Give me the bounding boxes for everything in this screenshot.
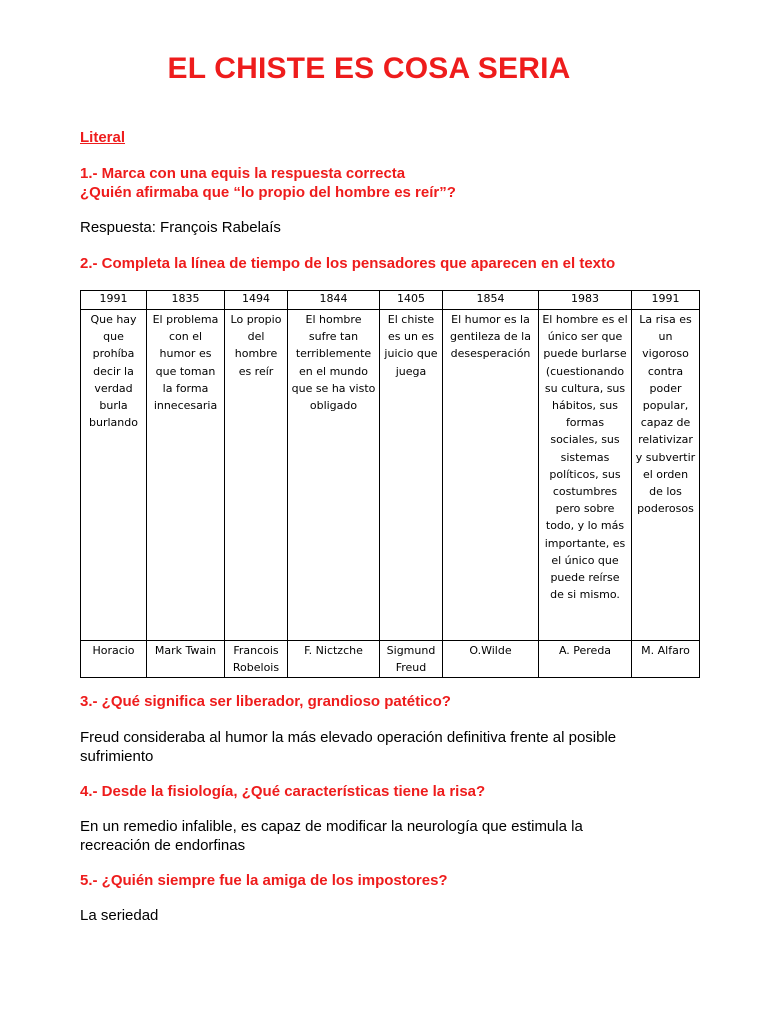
answer-4: En un remedio infalible, es capaz de modificar la neurología que estimula la recreación de endorfinas	[80, 818, 583, 854]
author-cell: Horacio	[81, 641, 147, 678]
quote-cell: El hombre es el único ser que puede burlarse (cuestionando su cultura, sus hábitos, sus formas sociales, sus sistemas políticos, sus costumbres pero sobre todo, y lo más importante, es el único que puede reírse de si mismo.	[539, 310, 632, 641]
question-5: 5.- ¿Quién siempre fue la amiga de los impostores?	[80, 872, 448, 889]
year-cell: 1991	[632, 291, 700, 310]
year-cell: 1854	[443, 291, 539, 310]
question-4: 4.- Desde la fisiología, ¿Qué características tiene la risa?	[80, 783, 486, 800]
question-1	[80, 164, 700, 202]
author-cell: Francois Robelois	[225, 641, 288, 678]
page-title: EL CHISTE ES COSA SERIA	[167, 52, 571, 85]
question-1-prompt: ¿Quién afirmaba que “lo propio del hombre es reír”?	[80, 184, 456, 201]
quote-cell: El humor es la gentileza de la desesperación	[443, 310, 539, 641]
year-cell: 1983	[539, 291, 632, 310]
section-label-literal: Literal	[80, 129, 126, 146]
question-2: 2.- Completa la línea de tiempo de los pensadores que aparecen en el texto	[80, 255, 616, 272]
answer-1: Respuesta: François Rabelaís	[80, 219, 281, 236]
quote-cell: El problema con el humor es que toman la forma innecesaria	[147, 310, 225, 641]
author-cell: A. Pereda	[539, 641, 632, 678]
author-cell: Mark Twain	[147, 641, 225, 678]
author-cell: M. Alfaro	[632, 641, 700, 678]
timeline-table	[80, 290, 700, 678]
timeline-authors-row	[81, 641, 700, 678]
quote-cell: La risa es un vigoroso contra poder popular, capaz de relativizar y subvertir el orden de los poderosos	[632, 310, 700, 641]
year-cell: 1405	[380, 291, 443, 310]
quote-cell: El hombre sufre tan terriblemente en el mundo que se ha visto obligado	[288, 310, 380, 641]
year-cell: 1991	[81, 291, 147, 310]
author-cell: Sigmund Freud	[380, 641, 443, 678]
timeline-quotes-row	[81, 310, 700, 641]
question-1-instruction: 1.- Marca con una equis la respuesta correcta	[80, 165, 406, 182]
year-cell: 1835	[147, 291, 225, 310]
quote-cell: El chiste es un es juicio que juega	[380, 310, 443, 641]
answer-3: Freud consideraba al humor la más elevado operación definitiva frente al posible sufrimiento	[80, 729, 617, 765]
quote-cell: Que hay que prohíba decir la verdad burla burlando	[81, 310, 147, 641]
author-cell: O.Wilde	[443, 641, 539, 678]
quote-cell: Lo propio del hombre es reír	[225, 310, 288, 641]
timeline-years-row	[81, 291, 700, 310]
year-cell: 1494	[225, 291, 288, 310]
author-cell: F. Nictzche	[288, 641, 380, 678]
year-cell: 1844	[288, 291, 380, 310]
answer-5: La seriedad	[80, 907, 159, 924]
question-3: 3.- ¿Qué significa ser liberador, grandioso patético?	[80, 693, 451, 710]
